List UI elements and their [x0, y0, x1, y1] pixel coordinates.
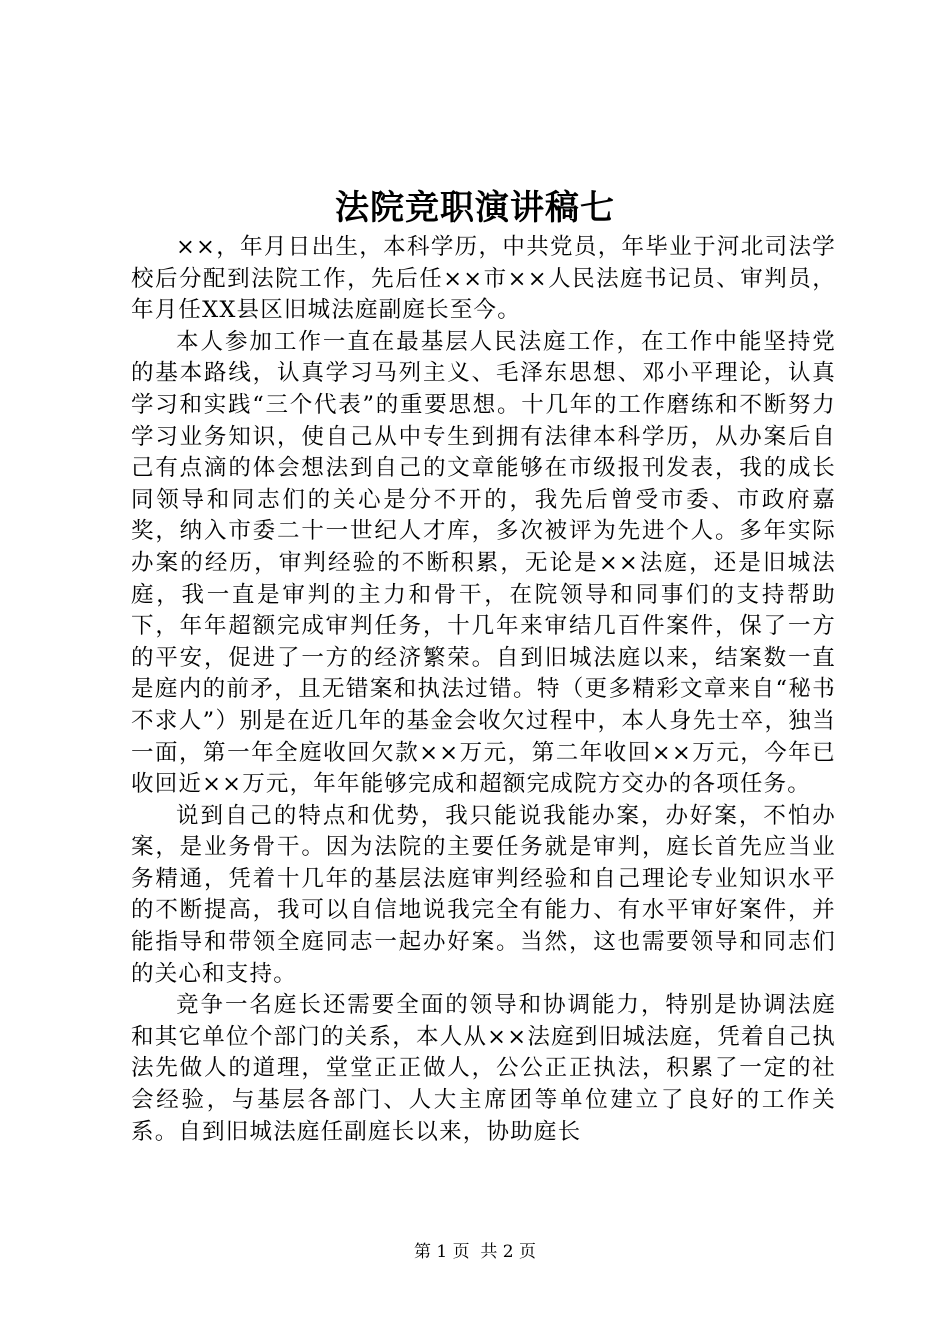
page-footer — [0, 1240, 950, 1264]
page-total: 共 2 页 — [480, 1242, 537, 1262]
paragraph-1: ××，年月日出生，本科学历，中共党员，年毕业于河北司法学校后分配到法院工作，先后任××市××人民法庭书记员、审判员，年月任XX县区旧城法庭副庭长至今。 — [131, 234, 836, 324]
document-body — [131, 232, 836, 1148]
document-title: 法院竞职演讲稿七 — [335, 188, 615, 228]
paragraph-4: 竞争一名庭长还需要全面的领导和协调能力，特别是协调法庭和其它单位个部门的关系，本人从××法庭到旧城法庭，凭着自己执法先做人的道理，堂堂正正做人，公公正正执法，积累了一定的社会经验，与基层各部门、人大主席团等单位建立了良好的工作关系。自到旧城法庭任副庭长以来，协助庭长 — [131, 992, 836, 1145]
paragraph-3: 说到自己的特点和优势，我只能说我能办案，办好案，不怕办案，是业务骨干。因为法院的主要任务就是审判，庭长首先应当业务精通，凭着十几年的基层法庭审判经验和自己理论专业知识水平的不断提高，我可以自信地说我完全有能力、有水平审好案件，并能指导和带领全庭同志一起办好案。当然，这也需要领导和同志们的关心和支持。 — [131, 802, 836, 987]
page-number: 第 1 页 — [413, 1242, 470, 1262]
paragraph-2: 本人参加工作一直在最基层人民法庭工作，在工作中能坚持党的基本路线，认真学习马列主义、毛泽东思想、邓小平理论，认真学习和实践“三个代表”的重要思想。十几年的工作磨练和不断努力学习业务知识，使自己从中专生到拥有法律本科学历，从办案后自己有点滴的体会想法到自己的文章能够在市级报刊发表，我的成长同领导和同志们的关心是分不开的，我先后曾受市委、市政府嘉奖，纳入市委二十一世纪人才库，多次被评为先进个人。多年实际办案的经历，审判经验的不断积累，无论是××法庭，还是旧城法庭，我一直是审判的主力和骨干，在院领导和同事们的支持帮助下，年年超额完成审判任务，十几年来审结几百件案件，保了一方的平安，促进了一方的经济繁荣。自到旧城法庭以来，结案数一直是庭内的前矛，且无错案和执法过错。特（更多精彩文章来自“秘书不求人”）别是在近几年的基金会收欠过程中，本人身先士卒，独当一面，第一年全庭收回欠款××万元，第二年收回××万元，今年已收回近××万元，年年能够完成和超额完成院方交办的各项任务。 — [131, 328, 836, 798]
